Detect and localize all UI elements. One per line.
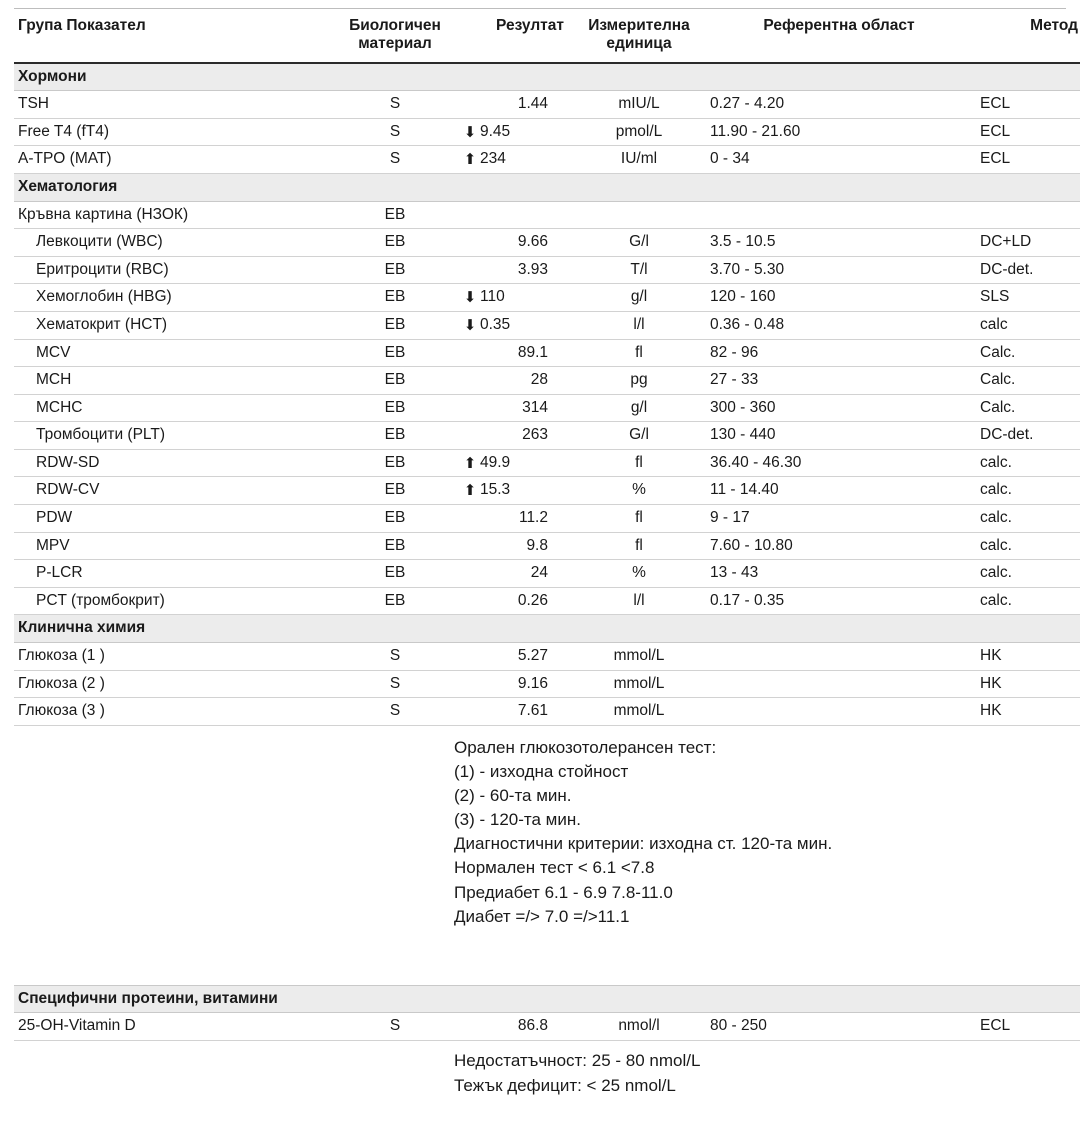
row-method: Calc. (974, 394, 1080, 422)
row-result-value: 49.9 (480, 453, 511, 471)
group-title: Клинична химия (14, 615, 1080, 643)
row-result-value: 9.45 (480, 122, 511, 140)
arrow-down-icon: ⬇ (463, 316, 477, 334)
note-gutter-2 (336, 725, 454, 985)
row-result-value: 110 (480, 288, 505, 306)
row-method: ECL (974, 118, 1080, 146)
row-reference-range: 300 - 360 (704, 394, 974, 422)
arrow-up-icon: ⬆ (463, 151, 477, 169)
row-method: SLS (974, 284, 1080, 312)
row-unit: IU/ml (574, 146, 704, 174)
table-header (14, 15, 1080, 63)
row-material: S (336, 643, 454, 671)
row-result-value: 9.66 (517, 233, 548, 251)
table-row (14, 284, 1080, 312)
row-result-cell (454, 256, 574, 284)
column-header-reference: Референтна област (704, 15, 974, 63)
row-unit: mmol/L (574, 643, 704, 671)
arrow-down-icon: ⬇ (463, 123, 477, 141)
row-unit: l/l (574, 587, 704, 615)
row-material: EB (336, 201, 454, 229)
row-result-value: 7.61 (517, 702, 548, 720)
row-material: S (336, 118, 454, 146)
row-unit: % (574, 560, 704, 588)
table-row (14, 560, 1080, 588)
arrow-up-icon: ⬆ (463, 454, 477, 472)
row-indicator-name: Кръвна картина (НЗОК) (14, 201, 336, 229)
column-header-material-line1: Биологичен (349, 17, 441, 34)
vitamin-note-block (454, 1041, 1080, 1104)
row-method: ECL (974, 1013, 1080, 1041)
row-result-value: 1.44 (517, 95, 548, 113)
row-result-cell (454, 311, 574, 339)
row-result-value: 263 (522, 426, 548, 444)
row-reference-range: 27 - 33 (704, 367, 974, 395)
column-header-unit (574, 15, 704, 63)
row-method: Calc. (974, 367, 1080, 395)
row-result-cell (454, 532, 574, 560)
row-result-cell (454, 118, 574, 146)
row-indicator-name: TSH (14, 91, 336, 119)
table-row (14, 256, 1080, 284)
row-reference-range: 7.60 - 10.80 (704, 532, 974, 560)
row-reference-range: 3.70 - 5.30 (704, 256, 974, 284)
group-title: Хематология (14, 173, 1080, 201)
table-row (14, 311, 1080, 339)
row-result-cell (454, 394, 574, 422)
row-material: EB (336, 587, 454, 615)
row-indicator-name: A-TPO (MAT) (14, 146, 336, 174)
row-reference-range: 0.36 - 0.48 (704, 311, 974, 339)
row-result-value: 314 (522, 398, 548, 416)
table-group-row (14, 985, 1080, 1013)
row-method: DC-det. (974, 422, 1080, 450)
row-result-cell (454, 670, 574, 698)
row-unit: fl (574, 449, 704, 477)
table-note-row (14, 725, 1080, 985)
table-row (14, 339, 1080, 367)
table-row (14, 146, 1080, 174)
note-line: (3) - 120-та мин. (454, 810, 581, 830)
arrow-down-icon: ⬇ (463, 289, 477, 307)
table-group-row (14, 63, 1080, 91)
row-indicator-name: Глюкоза (2 ) (14, 670, 336, 698)
table-row (14, 670, 1080, 698)
row-result-value: 11.2 (518, 509, 548, 527)
column-header-indicator: Група Показател (14, 15, 336, 63)
top-divider (14, 8, 1066, 9)
note-line: Нормален тест < 6.1 <7.8 (454, 858, 655, 878)
table-row (14, 1013, 1080, 1041)
row-indicator-name: Еритроцити (RBC) (14, 256, 336, 284)
row-result-value: 3.93 (517, 260, 548, 278)
row-method: Calc. (974, 339, 1080, 367)
row-indicator-name: P-LCR (14, 560, 336, 588)
group-title: Специфични протеини, витамини (14, 985, 1080, 1013)
note-line: Орален глюкозотолерансен тест: (454, 737, 717, 757)
row-method: DC-det. (974, 256, 1080, 284)
table-group-row (14, 173, 1080, 201)
column-header-result: Резултат (454, 15, 574, 63)
result-with-flag (454, 123, 566, 142)
vitamin-note-gutter-2 (336, 1041, 454, 1105)
row-result-cell (454, 449, 574, 477)
row-unit: fl (574, 532, 704, 560)
row-indicator-name: MCHC (14, 394, 336, 422)
row-indicator-name: PDW (14, 505, 336, 533)
row-reference-range: 80 - 250 (704, 1013, 974, 1041)
note-line: Предиабет 6.1 - 6.9 7.8-11.0 (454, 882, 673, 902)
row-unit: g/l (574, 284, 704, 312)
row-result-value: 15.3 (480, 481, 511, 499)
row-indicator-name: Левкоцити (WBC) (14, 229, 336, 257)
row-indicator-name: Глюкоза (3 ) (14, 698, 336, 726)
row-result-value: 234 (480, 150, 506, 168)
row-unit: mIU/L (574, 91, 704, 119)
row-method: calc. (974, 532, 1080, 560)
row-unit: pmol/L (574, 118, 704, 146)
row-reference-range: 36.40 - 46.30 (704, 449, 974, 477)
row-method (974, 201, 1080, 229)
row-unit: l/l (574, 311, 704, 339)
note-line: Диабет =/> 7.0 =/>11.1 (454, 906, 630, 926)
column-header-material (336, 15, 454, 63)
row-reference-range: 11 - 14.40 (704, 477, 974, 505)
note-line: Диагностични критерии: изходна ст. 120-та мин. (454, 834, 833, 854)
row-material: EB (336, 532, 454, 560)
table-row (14, 643, 1080, 671)
row-result-cell (454, 698, 574, 726)
bottom-spacer (0, 1104, 1080, 1118)
row-result-cell (454, 560, 574, 588)
row-reference-range (704, 201, 974, 229)
row-method: calc (974, 311, 1080, 339)
row-material: EB (336, 477, 454, 505)
row-unit: pg (574, 367, 704, 395)
row-material: EB (336, 449, 454, 477)
vitamin-note-line: Тежък дефицит: < 25 nmol/L (454, 1075, 676, 1095)
column-header-material-line2: материал (358, 35, 432, 53)
row-result-cell (454, 146, 574, 174)
table-group-row (14, 615, 1080, 643)
row-indicator-name: RDW-CV (14, 477, 336, 505)
row-indicator-name: PCT (тромбокрит) (14, 587, 336, 615)
row-result-cell (454, 229, 574, 257)
row-result-value: 86.8 (517, 1017, 548, 1035)
table-row (14, 394, 1080, 422)
row-result-cell (454, 367, 574, 395)
result-with-flag (454, 481, 566, 500)
row-indicator-name: MCH (14, 367, 336, 395)
table-row (14, 477, 1080, 505)
row-material: EB (336, 394, 454, 422)
result-with-flag (454, 316, 566, 335)
row-result-cell (454, 505, 574, 533)
row-material: EB (336, 311, 454, 339)
row-reference-range: 0.27 - 4.20 (704, 91, 974, 119)
arrow-up-icon: ⬆ (463, 482, 477, 500)
row-result-value: 89.1 (517, 343, 548, 361)
row-material: EB (336, 339, 454, 367)
table-note-row-vitamin (14, 1041, 1080, 1105)
result-with-flag (454, 150, 566, 169)
group-title: Хормони (14, 63, 1080, 91)
row-method: DC+LD (974, 229, 1080, 257)
row-material: EB (336, 505, 454, 533)
row-unit: g/l (574, 394, 704, 422)
result-with-flag (454, 288, 566, 307)
note-gutter (14, 725, 336, 985)
table-row (14, 367, 1080, 395)
column-header-method: Метод (974, 15, 1080, 63)
row-unit: fl (574, 339, 704, 367)
row-material: EB (336, 229, 454, 257)
glucose-test-note (454, 725, 1080, 985)
row-method: calc. (974, 477, 1080, 505)
column-header-unit-line2: единица (606, 35, 672, 53)
row-material: S (336, 670, 454, 698)
row-method: calc. (974, 587, 1080, 615)
row-result-cell (454, 422, 574, 450)
row-reference-range: 11.90 - 21.60 (704, 118, 974, 146)
row-material: S (336, 91, 454, 119)
row-material: EB (336, 284, 454, 312)
row-indicator-name: MPV (14, 532, 336, 560)
table-row (14, 422, 1080, 450)
row-unit: fl (574, 505, 704, 533)
result-with-flag (454, 454, 566, 473)
row-reference-range: 3.5 - 10.5 (704, 229, 974, 257)
row-method: HK (974, 698, 1080, 726)
row-reference-range: 120 - 160 (704, 284, 974, 312)
lab-report-page (0, 8, 1080, 1118)
table-row (14, 201, 1080, 229)
row-method: HK (974, 643, 1080, 671)
row-unit: mmol/L (574, 698, 704, 726)
row-indicator-name: Хематокрит (HCT) (14, 311, 336, 339)
note-text-block (454, 726, 1080, 985)
row-result-cell (454, 201, 574, 229)
row-reference-range: 130 - 440 (704, 422, 974, 450)
table-row (14, 505, 1080, 533)
row-reference-range (704, 698, 974, 726)
row-unit: % (574, 477, 704, 505)
row-reference-range: 0 - 34 (704, 146, 974, 174)
row-result-cell (454, 91, 574, 119)
row-result-cell (454, 339, 574, 367)
row-material: EB (336, 367, 454, 395)
row-reference-range: 13 - 43 (704, 560, 974, 588)
row-indicator-name: MCV (14, 339, 336, 367)
row-method: calc. (974, 505, 1080, 533)
note-line: (1) - изходна стойност (454, 761, 629, 781)
row-result-value: 0.26 (517, 591, 548, 609)
row-reference-range (704, 643, 974, 671)
row-result-cell (454, 1013, 574, 1041)
row-method: ECL (974, 91, 1080, 119)
table-row (14, 449, 1080, 477)
row-material: EB (336, 256, 454, 284)
row-material: S (336, 1013, 454, 1041)
lab-results-table (14, 15, 1080, 1104)
row-result-cell (454, 477, 574, 505)
row-result-value: 0.35 (480, 315, 511, 333)
row-material: S (336, 698, 454, 726)
row-method: calc. (974, 560, 1080, 588)
row-indicator-name: 25-OH-Vitamin D (14, 1013, 336, 1041)
row-result-cell (454, 284, 574, 312)
table-row (14, 698, 1080, 726)
row-reference-range: 9 - 17 (704, 505, 974, 533)
row-result-cell (454, 587, 574, 615)
row-result-value: 9.16 (517, 674, 548, 692)
row-indicator-name: Тромбоцити (PLT) (14, 422, 336, 450)
table-row (14, 532, 1080, 560)
table-row (14, 118, 1080, 146)
row-unit: T/l (574, 256, 704, 284)
row-indicator-name: Глюкоза (1 ) (14, 643, 336, 671)
row-indicator-name: Хемоглобин (HBG) (14, 284, 336, 312)
row-indicator-name: RDW-SD (14, 449, 336, 477)
row-reference-range: 82 - 96 (704, 339, 974, 367)
row-material: EB (336, 560, 454, 588)
row-unit: nmol/l (574, 1013, 704, 1041)
vitamin-note-line: Недостатъчност: 25 - 80 nmol/L (454, 1051, 701, 1070)
row-method: HK (974, 670, 1080, 698)
row-indicator-name: Free T4 (fT4) (14, 118, 336, 146)
table-row (14, 587, 1080, 615)
note-line: (2) - 60-та мин. (454, 786, 572, 806)
row-reference-range: 0.17 - 0.35 (704, 587, 974, 615)
table-body (14, 63, 1080, 1105)
row-method: calc. (974, 449, 1080, 477)
row-material: EB (336, 422, 454, 450)
row-reference-range (704, 670, 974, 698)
row-unit (574, 201, 704, 229)
row-result-value: 28 (530, 371, 548, 389)
note-bottom-spacer (454, 929, 1080, 975)
row-result-value: 24 (530, 564, 548, 582)
table-row (14, 229, 1080, 257)
row-unit: G/l (574, 229, 704, 257)
row-method: ECL (974, 146, 1080, 174)
column-header-unit-line1: Измерителна (588, 17, 690, 34)
row-result-value: 5.27 (517, 647, 548, 665)
table-row (14, 91, 1080, 119)
row-unit: mmol/L (574, 670, 704, 698)
table-header-row (14, 15, 1080, 63)
vitamin-note-gutter (14, 1041, 336, 1105)
row-result-value: 9.8 (526, 536, 548, 554)
row-result-cell (454, 643, 574, 671)
row-unit: G/l (574, 422, 704, 450)
row-material: S (336, 146, 454, 174)
vitamin-d-note (454, 1041, 1080, 1105)
